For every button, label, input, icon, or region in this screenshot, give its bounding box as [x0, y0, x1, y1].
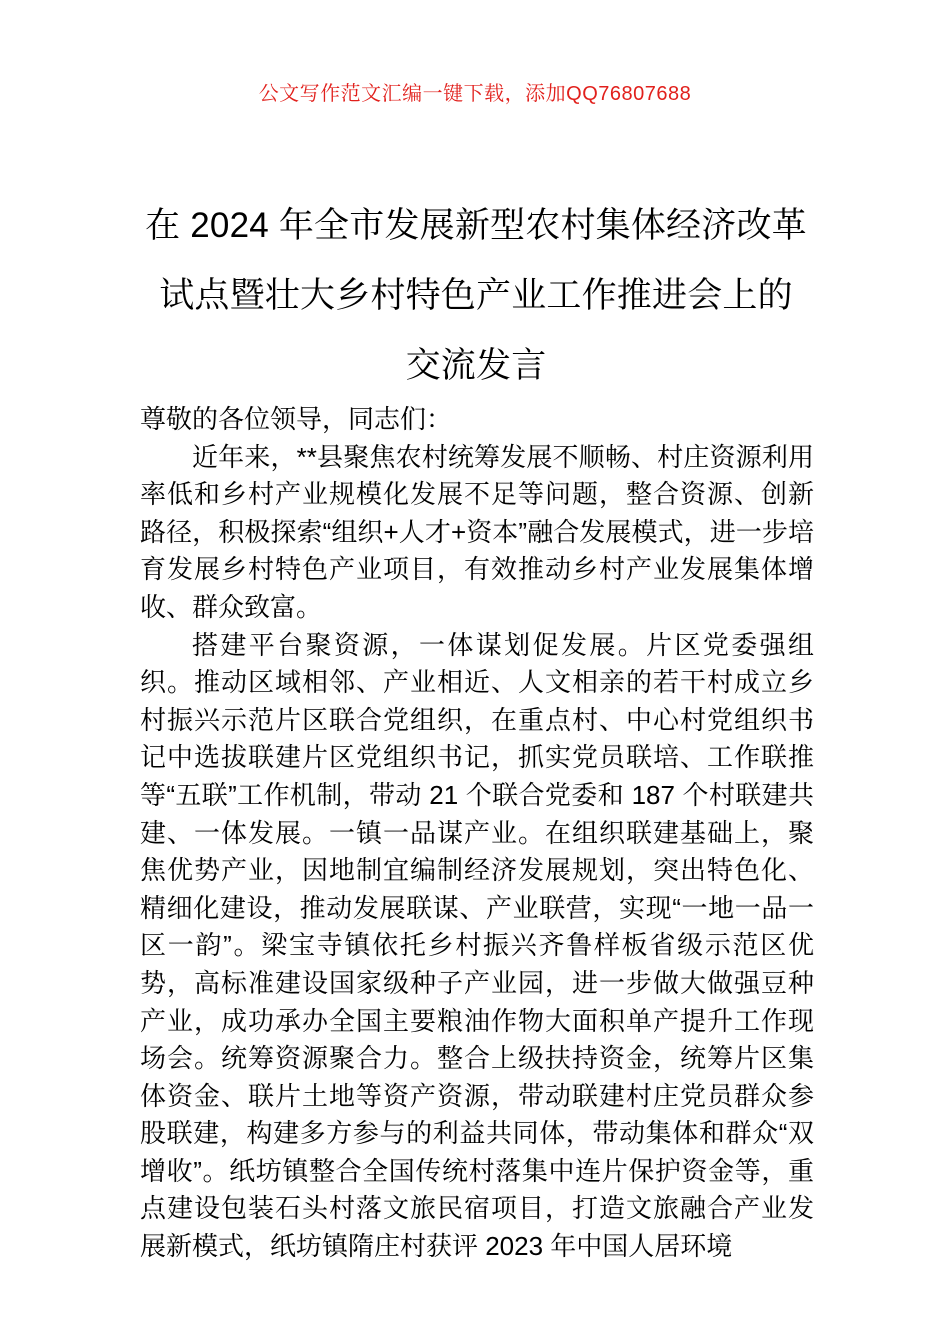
body-paragraph-2: 搭建平台聚资源，一体谋划促发展。片区党委强组织。推动区域相邻、产业相近、人文相亲的若干村成立乡村振兴示范片区联合党组织，在重点村、中心村党组织书记中选拔联建片区党组织书记，抓实党员联培、工作联推等“五联”工作机制，带动 21 个联合党委和 187 个村联建共建、一体发展。一镇一品谋产业。在组织联建基础上，聚焦优势产业，因地制宜编制经济发展规划，突出特色化、精细化建设，推动发展联谋、产业联营，实现“一地一品一区一韵”。梁宝寺镇依托乡村振兴齐鲁样板省级示范区优势，高标准建设国家级种子产业园，进一步做大做强豆种产业，成功承办全国主要粮油作物大面积单产提升工作现场会。统筹资源聚合力。整合上级扶持资金，统筹片区集体资金、联片土地等资产资源，带动联建村庄党员群众参股联建，构建多方参与的利益共同体，带动集体和群众“双增收”。纸坊镇整合全国传统村落集中连片保护资金等，重点建设包装石头村落文旅民宿项目，打造文旅融合产业发展新模式，纸坊镇隋庄村获评 2023 年中国人居环境: [140, 629, 814, 1262]
watermark-text: 公文写作范文汇编一键下载，添加QQ76807688: [258, 83, 692, 105]
page-title-line-3: 交流发言: [405, 346, 547, 386]
document-body: [140, 401, 814, 1266]
salutation-paragraph: 尊敬的各位领导，同志们：: [140, 404, 453, 434]
body-paragraph-1: 近年来，**县聚焦农村统筹发展不顺畅、村庄资源利用率低和乡村产业规模化发展不足等问题，整合资源、创新路径，积极探索“组织+人才+资本”融合发展模式，进一步培育发展乡村特色产业项目，有效推动乡村产业发展集体增收、群众致富。: [140, 441, 814, 622]
watermark-banner: [0, 84, 950, 104]
page-title: [140, 191, 812, 401]
page-title-line-2: 试点暨壮大乡村特色产业工作推进会上的: [159, 276, 793, 316]
page-title-line-1: 在 2024 年全市发展新型农村集体经济改革: [145, 206, 807, 246]
